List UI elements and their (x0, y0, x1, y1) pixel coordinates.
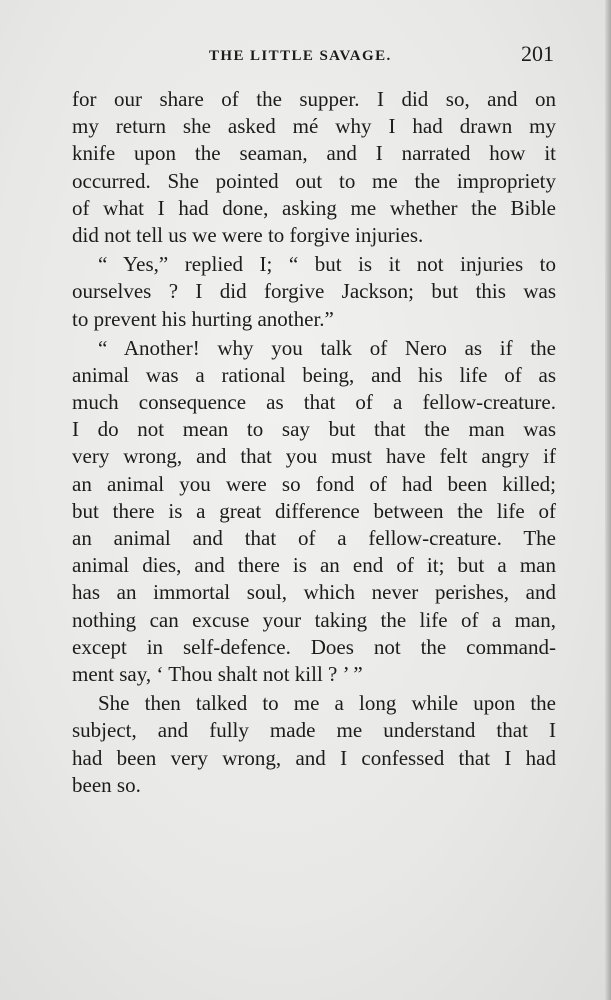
paragraph (72, 251, 556, 333)
text-line: has an immortal soul, which never perishes, and (72, 580, 556, 605)
text-line: occurred. She pointed out to me the impropriety (72, 168, 556, 193)
running-title: THE LITTLE SAVAGE. (209, 48, 392, 64)
page-edge-shadow (605, 0, 611, 1000)
text-line: I do not mean to say but that the man was (72, 417, 556, 442)
text-line: She then talked to me a long while upon the (98, 691, 556, 716)
text-line: but there is a great difference between the life of (72, 498, 556, 523)
text-line: “ Yes,” replied I; “ but is it not injuries to (98, 252, 556, 277)
text-line: ment say, ‘ Thou shalt not kill ? ’ ” (72, 661, 363, 686)
text-line: except in self-defence. Does not the command- (72, 634, 556, 659)
text-line: for our share of the supper. I did so, and on (72, 87, 556, 111)
text-line: my return she asked mé why I had drawn my (72, 114, 556, 139)
text-line: “ Another! why you talk of Nero as if the (98, 335, 556, 360)
text-line: animal dies, and there is an end of it; but a man (72, 553, 556, 578)
text-line: been so. (72, 772, 141, 797)
text-line: very wrong, and that you must have felt angry if (72, 444, 556, 469)
paragraph (72, 690, 556, 799)
text-line: much consequence as that of a fellow-creature. (72, 390, 556, 415)
text-line: did not tell us we were to forgive injuries. (72, 222, 424, 247)
page-number: 201 (521, 41, 554, 66)
text-line: knife upon the seaman, and I narrated how it (72, 141, 556, 166)
text-line: an animal you were so fond of had been killed; (72, 471, 556, 496)
text-line: had been very wrong, and I confessed that I had (72, 745, 556, 770)
text-line: nothing can excuse your taking the life of a man, (72, 607, 556, 632)
page-header (72, 38, 554, 72)
text-line: of what I had done, asking me whether the Bible (72, 195, 556, 220)
text-line: subject, and fully made me understand that I (72, 718, 556, 743)
paragraph (72, 335, 556, 688)
text-line: ourselves ? I did forgive Jackson; but this was (72, 279, 556, 304)
text-line: to prevent his hurting another.” (72, 306, 334, 331)
paragraph (72, 86, 556, 249)
body-text (72, 86, 556, 801)
text-line: an animal and that of a fellow-creature. The (72, 526, 556, 550)
text-line: animal was a rational being, and his life of as (72, 362, 556, 387)
